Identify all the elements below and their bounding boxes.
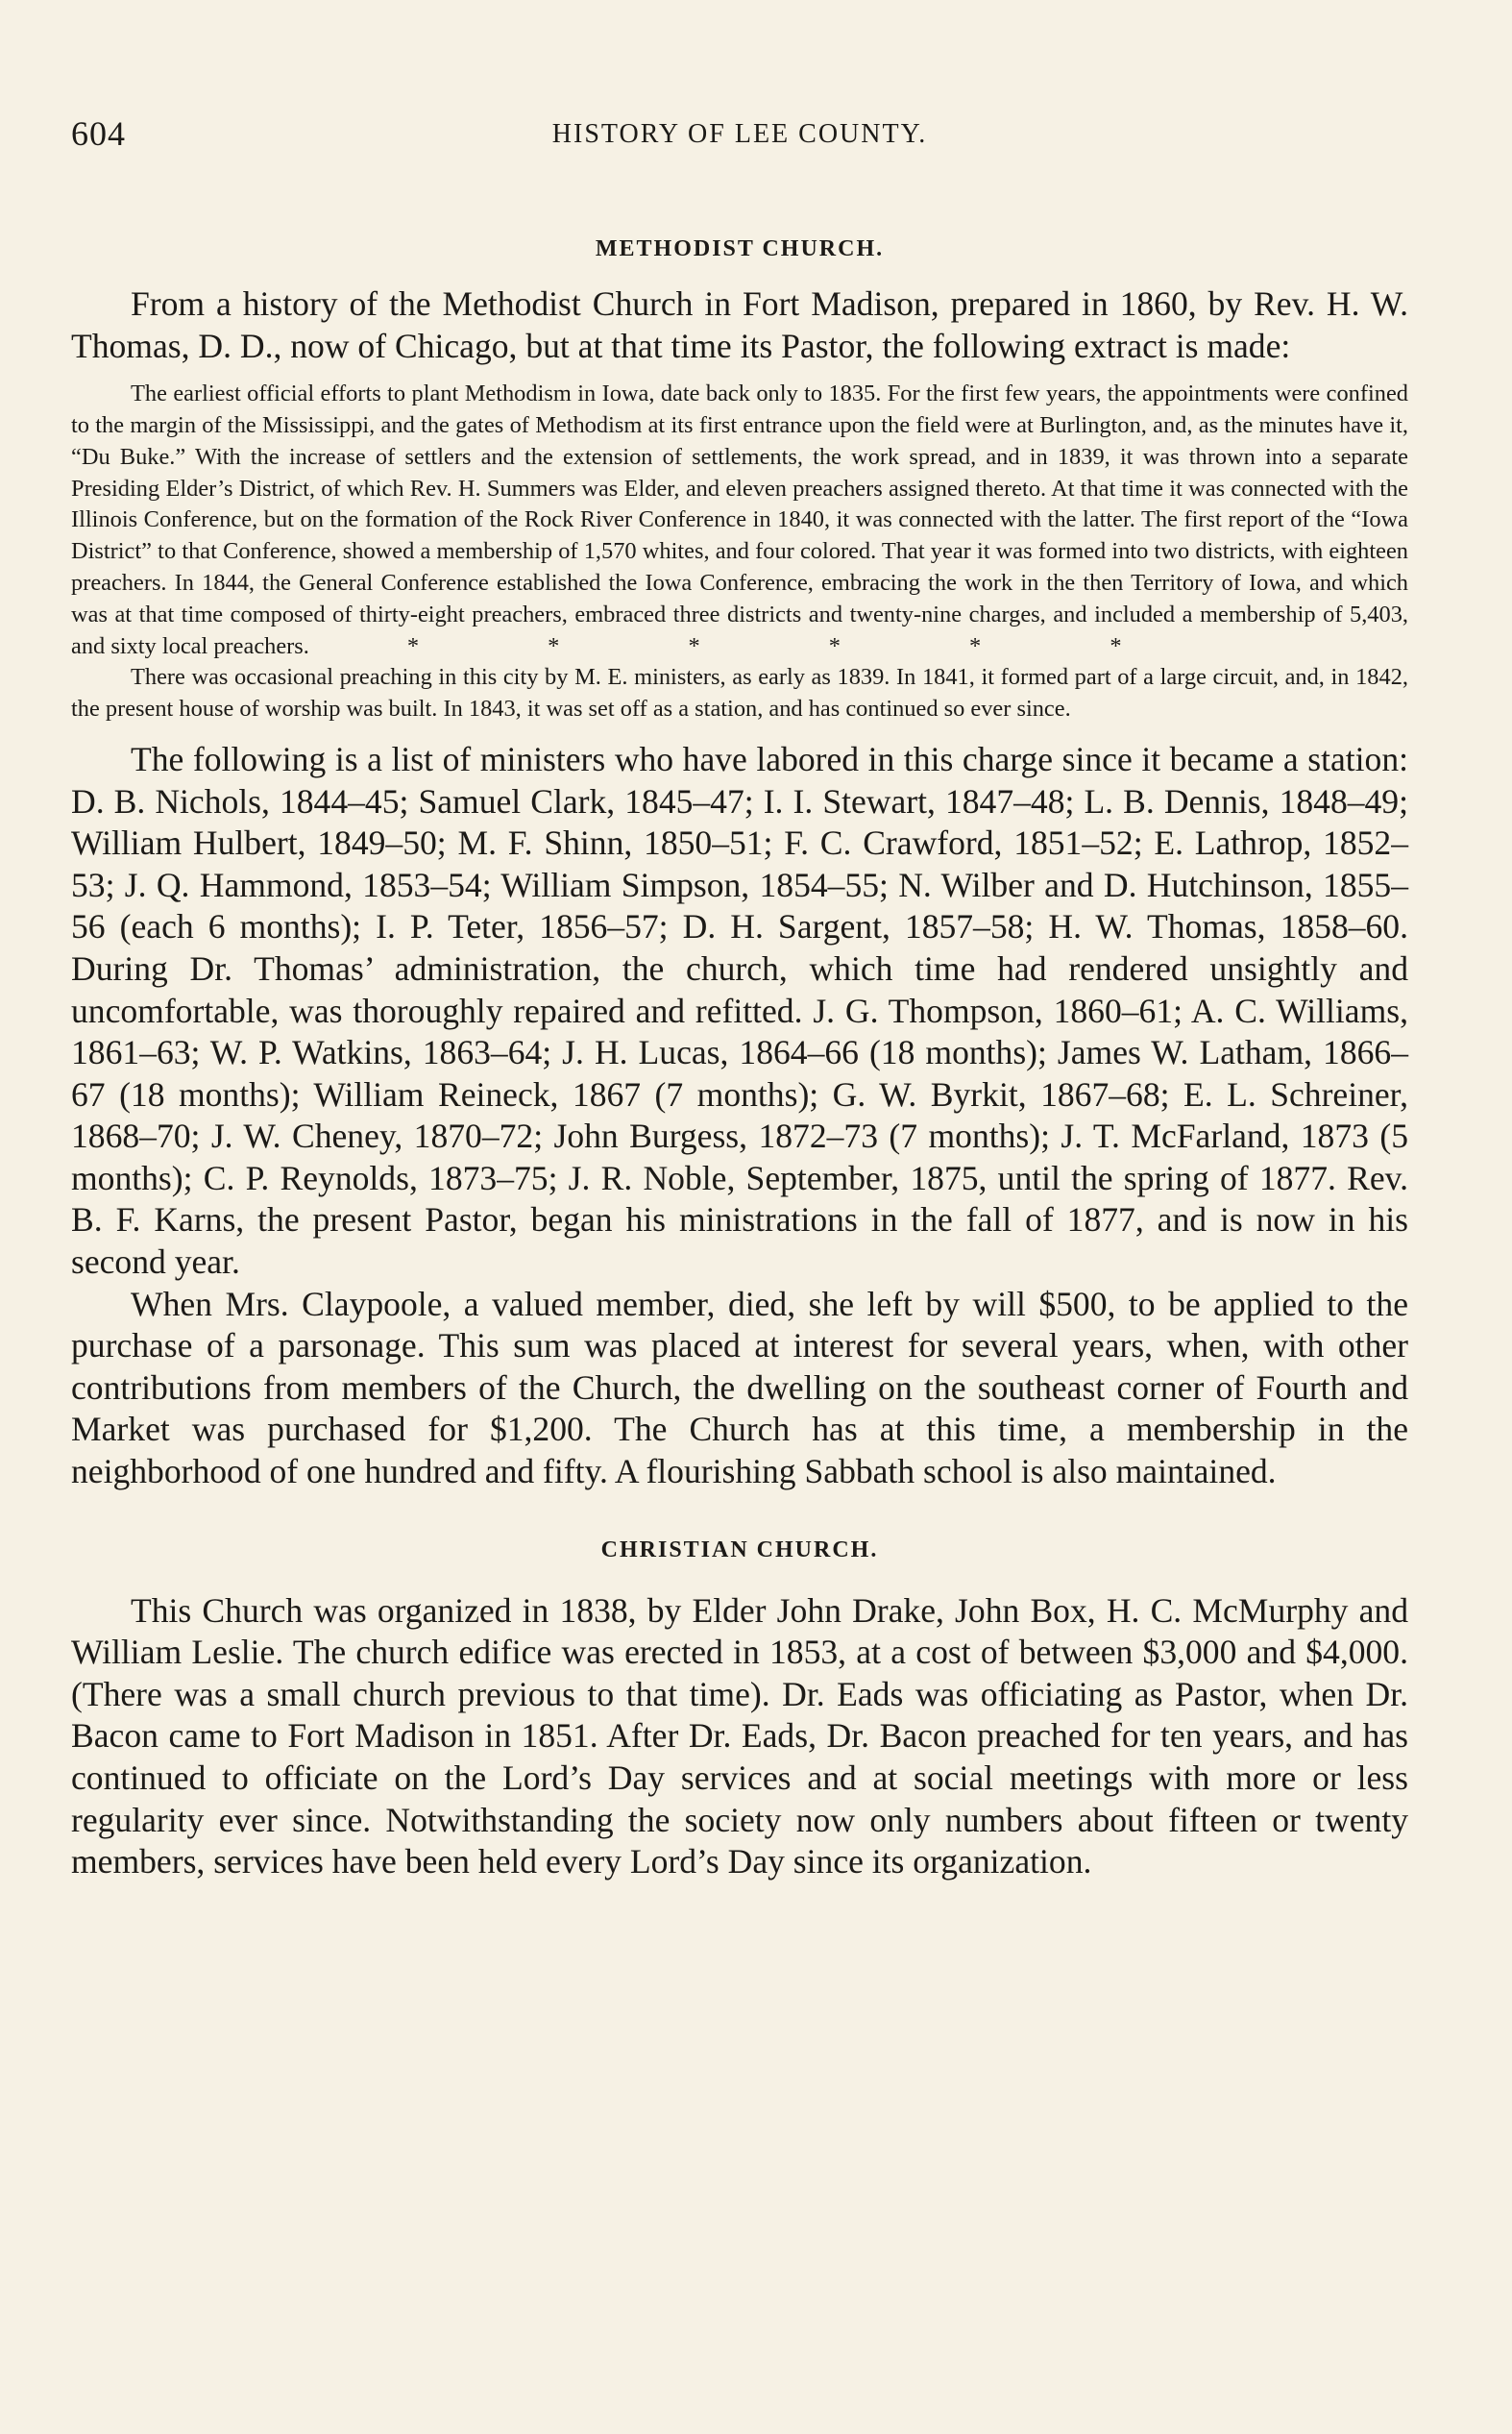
- methodist-church-heading: METHODIST CHURCH.: [595, 236, 885, 261]
- extract-paragraph: There was occasional preaching in this city by M. E. ministers, as early as 1839. In 1841, it formed part of a large circuit, and, in 1842, the present house of worship was built. In 1843, it was set off as a station, and has continued so ever since.: [71, 664, 1408, 723]
- book-page: [71, 113, 1408, 1883]
- running-head-title: HISTORY OF LEE COUNTY.: [551, 119, 928, 149]
- extract-paragraph: [71, 379, 1408, 662]
- ellipsis-asterisks: * * * * * *: [406, 632, 1183, 659]
- methodist-intro-paragraph: From a history of the Methodist Church in Fort Madison, prepared in 1860, by Rev. H. W. Thomas, D. D., now of Chicago, but at that time its Pastor, the following extract is made:: [71, 284, 1408, 365]
- christian-church-heading: CHRISTIAN CHURCH.: [600, 1537, 879, 1562]
- page-number: 604: [71, 114, 126, 153]
- quoted-extract: [71, 379, 1408, 725]
- running-head: [71, 113, 1408, 161]
- christian-church-paragraph: This Church was organized in 1838, by Elder John Drake, John Box, H. C. McMurphy and William Leslie. The church edifice was erected in 1853, at a cost of between $3,000 and $4,000. (There was a small church previous to that time). Dr. Eads was officiating as Pastor, when Dr. Bacon came to Fort Madison in 1851. After Dr. Eads, Dr. Bacon preached for ten years, and has continued to officiate on the Lord’s Day services and at social meetings with more or less regularity ever since. Notwithstanding the society now only numbers about fifteen or twenty members, services have been held every Lord’s Day since its organization.: [71, 1590, 1408, 1881]
- parsonage-paragraph: When Mrs. Claypoole, a valued member, died, she left by will $500, to be applied to the purchase of a parsonage. This sum was placed at interest for several years, when, with other contributions from members of the Church, the dwelling on the southeast corner of Fourth and Market was purchased for $1,200. The Church has at this time, a membership in the neighborhood of one hundred and fifty. A flourishing Sabbath school is also maintained.: [71, 1284, 1408, 1491]
- ministers-list-paragraph: The following is a list of ministers who have labored in this charge since it became a station: D. B. Nichols, 1844–45; Samuel Clark, 1845–47; I. I. Stewart, 1847–48; L. B. Dennis, 1848–49; William Hulbert, 1849–50; M. F. Shinn, 1850–51; F. C. Crawford, 1851–52; E. Lathrop, 1852–53; J. Q. Hammond, 1853–54; William Simpson, 1854–55; N. Wilber and D. Hutchinson, 1855–56 (each 6 months); I. P. Teter, 1856–57; D. H. Sargent, 1857–58; H. W. Thomas, 1858–60. During Dr. Thomas’ administration, the church, which time had rendered unsightly and uncomfortable, was thoroughly repaired and refitted. J. G. Thompson, 1860–61; A. C. Williams, 1861–63; W. P. Watkins, 1863–64; J. H. Lucas, 1864–66 (18 months); James W. Latham, 1866–67 (18 months); William Reineck, 1867 (7 months); G. W. Byrkit, 1867–68; E. L. Schreiner, 1868–70; J. W. Cheney, 1870–72; John Burgess, 1872–73 (7 months); J. T. McFarland, 1873 (5 months); C. P. Reynolds, 1873–75; J. R. Noble, September, 1875, until the spring of 1877. Rev. B. F. Karns, the present Pastor, began his ministrations in the fall of 1877, and is now in his second year.: [71, 739, 1408, 1282]
- extract-paragraph-1-text: The earliest official efforts to plant Methodism in Iowa, date back only to 1835. For the first few years, the appointments were confined to the margin of the Mississippi, and the gates of Methodism at its first entrance upon the field were at Burlington, and, as the minutes have it, “Du Buke.” With the increase of settlers and the extension of settlements, the work spread, and in 1839, it was thrown into a separate Presiding Elder’s District, of which Rev. H. Summers was Elder, and eleven preachers assigned thereto. At that time it was connected with the Illinois Conference, but on the formation of the Rock River Conference in 1840, it was connected with the latter. The first report of the “Iowa District” to that Conference, showed a membership of 1,570 whites, and four colored. That year it was formed into two districts, with eighteen preachers. In 1844, the General Conference established the Iowa Conference, embracing the work in the then Territory of Iowa, and which was at that time composed of thirty-eight preachers, embraced three districts and twenty-nine charges, and included a membership of 5,403, and sixty local preachers.: [71, 381, 1408, 659]
